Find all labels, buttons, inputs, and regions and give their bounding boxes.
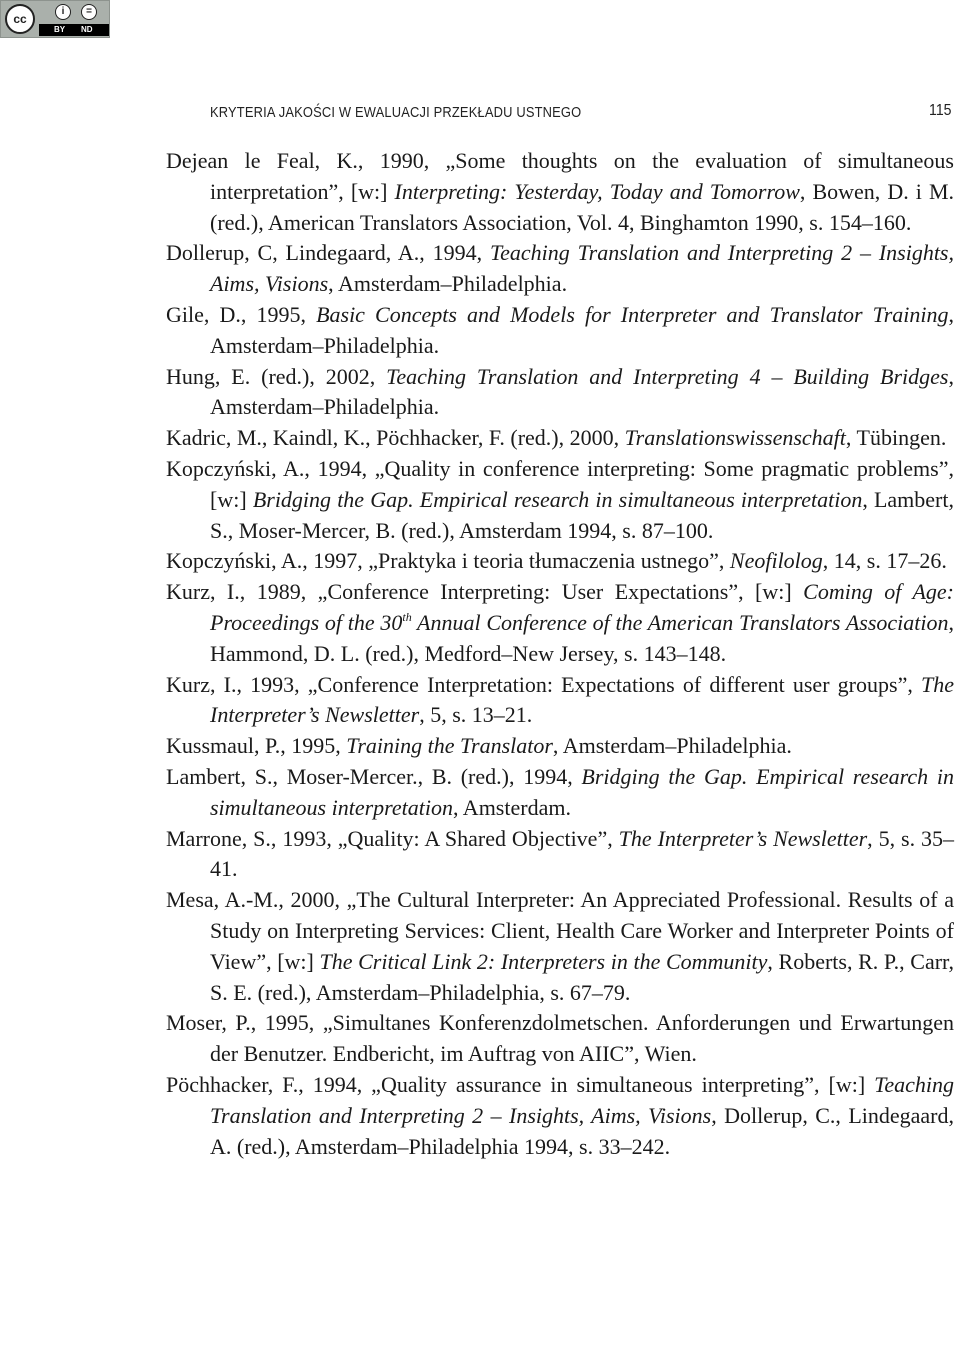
- reference-text: , 14, s. 17–26.: [822, 548, 947, 574]
- reference-title: Bridging the Gap. Empirical research in simultaneous interpretation: [210, 763, 954, 820]
- running-head: KRYTERIA JAKOŚCI W EWALUACJI PRZEKŁADU USTNEGO: [210, 104, 582, 121]
- reference-entry: [166, 1008, 954, 1070]
- reference-text: Gile, D., 1995,: [166, 301, 317, 327]
- reference-title: The Interpreter’s Newsletter: [210, 671, 954, 728]
- reference-text: Kopczyński, A., 1994, „Quality in conference interpreting: Some pragmatic problems”, [w:]: [166, 455, 954, 512]
- reference-title: Bridging the Gap. Empirical research in simultaneous interpretation: [252, 486, 863, 512]
- reference-entry: [166, 300, 954, 362]
- reference-text: Lambert, S., Moser-Mercer., B. (red.), 1994,: [166, 763, 582, 789]
- reference-text: Dejean le Feal, K., 1990, „Some thoughts on the evaluation of simultaneous interpretation”, [w:]: [166, 148, 954, 204]
- reference-entry: [166, 670, 954, 732]
- license-icons: [43, 4, 107, 20]
- reference-text: , Amsterdam–Philadelphia.: [552, 733, 792, 759]
- reference-entry: [166, 146, 954, 238]
- reference-text: Hung, E. (red.), 2002,: [166, 363, 387, 389]
- reference-text: Mesa, A.-M., 2000, „The Cultural Interpreter: An Appreciated Professional. Results of a Study on Interpreting Services: Client, Health Care Worker and Interpreter Points of View”, [w:]: [166, 887, 954, 974]
- license-label-strip: [39, 24, 109, 36]
- reference-text: , Amsterdam–Philadelphia.: [328, 271, 568, 297]
- license-nd-label: ND: [81, 25, 93, 34]
- reference-title: The Critical Link 2: Interpreters in the Community: [319, 948, 768, 974]
- reference-entry: [166, 885, 954, 1008]
- reference-entry: [166, 362, 954, 424]
- reference-title: Teaching Translation and Interpreting 4 – Building Bridges: [386, 363, 949, 389]
- reference-title: Coming of Age: Proceedings of the 30: [210, 579, 955, 635]
- license-by-label: BY: [54, 25, 66, 34]
- no-derivatives-icon: =: [81, 4, 97, 20]
- reference-text: Kadric, M., Kaindl, K., Pöchhacker, F. (red.), 2000,: [166, 425, 625, 451]
- reference-text: Kurz, I., 1989, „Conference Interpreting: User Expectations”, [w:]: [166, 579, 804, 605]
- reference-entry: [166, 238, 954, 300]
- reference-text: Moser, P., 1995, „Simultanes Konferenzdolmetschen. Anforderungen und Erwartungen der Benutzer. Endbericht, im Auftrag von AIIC”, Wien.: [166, 1010, 954, 1067]
- reference-title: Basic Concepts and Models for Interpreter and Translator Training: [316, 301, 949, 327]
- reference-text: , Amsterdam.: [453, 794, 571, 820]
- reference-entry: [166, 423, 954, 454]
- reference-entry: [166, 824, 954, 886]
- reference-title: Annual Conference of the American Translators Association: [411, 609, 949, 635]
- reference-text: , Roberts, R. P., Carr, S. E. (red.), Amsterdam–Philadelphia, s. 67–79.: [210, 948, 954, 1005]
- reference-title: Teaching Translation and Interpreting 2 – Insights, Aims, Visions: [210, 240, 954, 297]
- attribution-icon: i: [55, 4, 71, 20]
- reference-title: Translationswissenschaft: [624, 425, 846, 451]
- reference-entry: [166, 454, 954, 546]
- reference-text: , Amsterdam–Philadelphia.: [210, 363, 954, 420]
- cc-license-badge: [0, 0, 110, 38]
- reference-title: The Interpreter’s Newsletter: [618, 825, 868, 851]
- bibliography-list: [166, 146, 954, 1162]
- reference-entry: [166, 762, 954, 824]
- reference-text: , Bowen, D. i M. (red.), American Translators Association, Vol. 4, Binghamton 1990, s. 154–160.: [210, 178, 955, 235]
- reference-title: Neofilolog: [729, 548, 823, 574]
- reference-text: Kurz, I., 1993, „Conference Interpretation: Expectations of different user groups”,: [166, 671, 921, 697]
- reference-entry: [166, 577, 954, 669]
- reference-title: Interpreting: Yesterday, Today and Tomorrow: [394, 178, 800, 204]
- reference-text: , Hammond, D. L. (red.), Medford–New Jersey, s. 143–148.: [210, 609, 954, 666]
- reference-text: Marrone, S., 1993, „Quality: A Shared Objective”,: [166, 825, 619, 851]
- reference-title: Training the Translator: [346, 733, 553, 759]
- reference-text: , Amsterdam–Philadelphia.: [210, 301, 954, 358]
- reference-text: , 5, s. 35–41.: [210, 825, 954, 882]
- reference-text: Pöchhacker, F., 1994, „Quality assurance in simultaneous interpreting”, [w:]: [166, 1071, 875, 1097]
- reference-entry: [166, 546, 954, 577]
- reference-text: , Lambert, S., Moser-Mercer, B. (red.), Amsterdam 1994, s. 87–100.: [210, 486, 954, 543]
- reference-text: , Tübingen.: [845, 425, 947, 451]
- reference-title: Teaching Translation and Interpreting 2 – Insights, Aims, Visions: [210, 1071, 954, 1128]
- page-number: 115: [929, 102, 952, 119]
- cc-logo-icon: cc: [5, 4, 35, 34]
- reference-entry: [166, 1070, 954, 1162]
- reference-text: , 5, s. 13–21.: [419, 702, 533, 728]
- reference-text: Kopczyński, A., 1997, „Praktyka i teoria tłumaczenia ustnego”,: [166, 548, 730, 574]
- reference-entry: [166, 731, 954, 762]
- reference-superscript: th: [402, 609, 412, 624]
- reference-text: Kussmaul, P., 1995,: [166, 733, 347, 759]
- reference-text: Dollerup, C, Lindegaard, A., 1994,: [166, 240, 490, 266]
- reference-text: , Dollerup, C., Lindegaard, A. (red.), Amsterdam–Philadelphia 1994, s. 33–242.: [210, 1102, 954, 1159]
